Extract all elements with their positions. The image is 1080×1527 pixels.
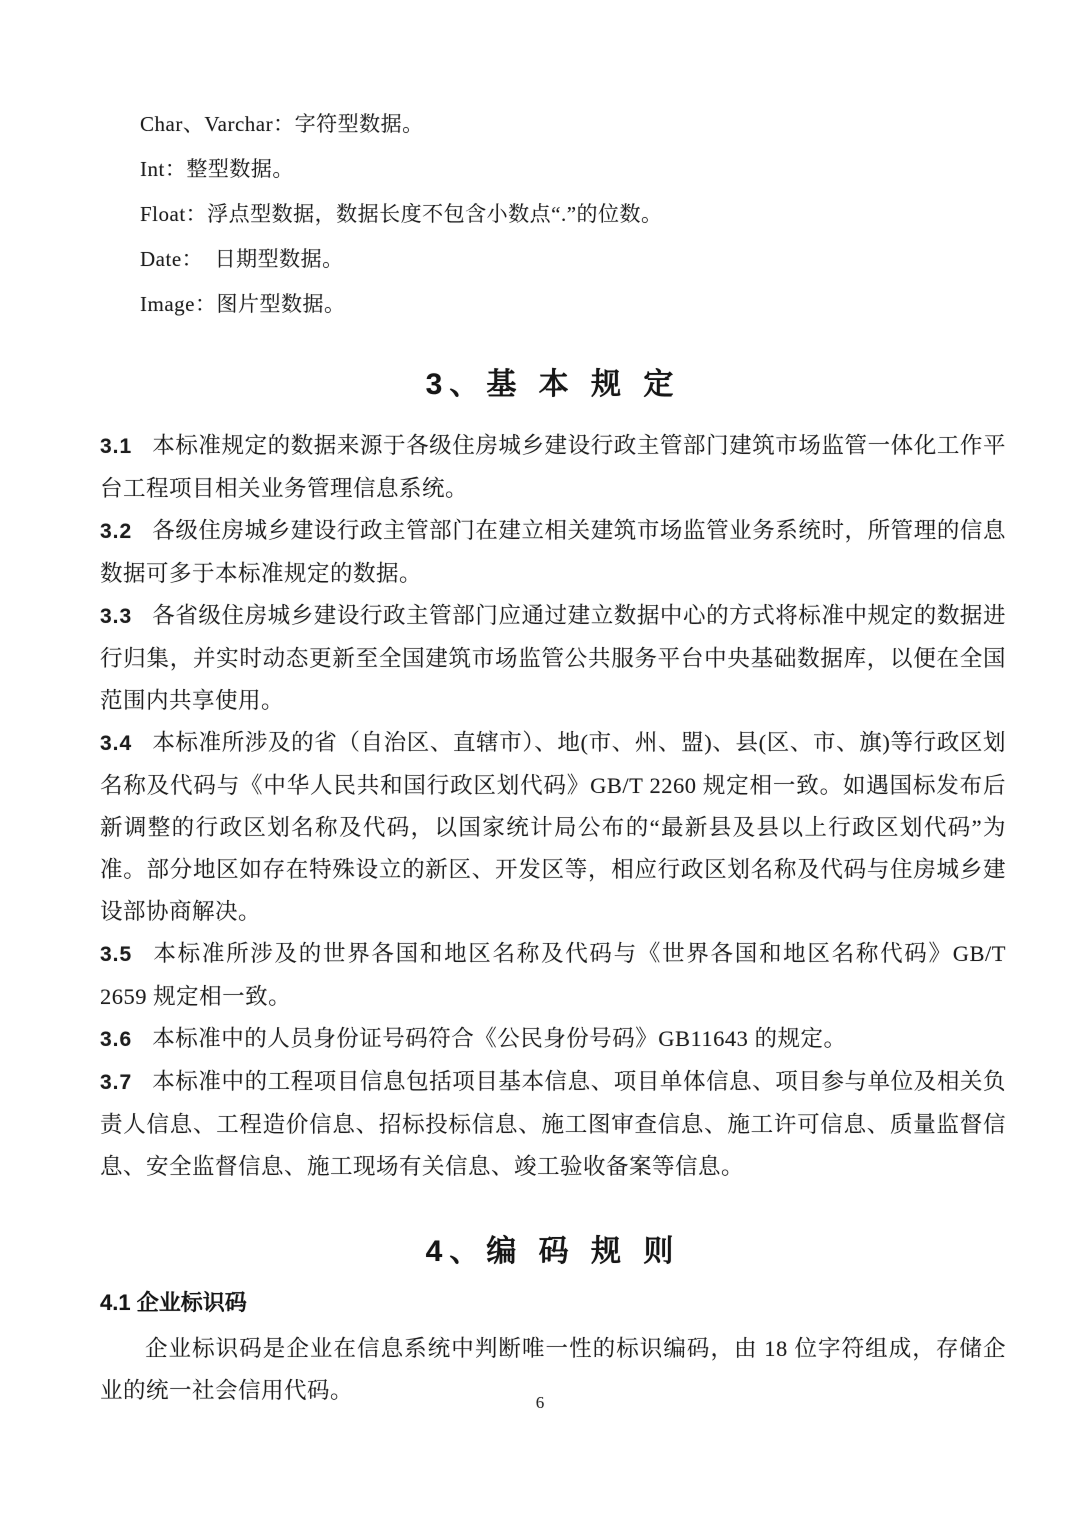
section-3-heading: 3、基 本 规 定	[425, 368, 681, 401]
definition-line-char-varchar: Char、Varchar：字符型数据。	[140, 112, 424, 136]
clause-3-1-text: 本标准规定的数据来源于各级住房城乡建设行政主管部门建筑市场监管一体化工作平台工程项目相关业务管理信息系统。	[100, 433, 1006, 501]
clause-3-7	[100, 1061, 1006, 1188]
clause-3-4-text: 本标准所涉及的省（自治区、直辖市）、地(市、州、盟)、县(区、市、旗)等行政区划名称及代码与《中华人民共和国行政区划代码》GB/T 2260 规定相一致。如遇国标发布后新调整的行政区划名称及代码，以国家统计局公布的“最新县及县以上行政区划代码”为准。部分地区如存在特殊设立的新区、开发区等，相应行政区划名称及代码与住房城乡建设部协商解决。	[100, 730, 1006, 924]
definition-line-date: Date： 日期型数据。	[140, 247, 344, 271]
clause-3-3-text: 各省级住房城乡建设行政主管部门应通过建立数据中心的方式将标准中规定的数据进行归集，并实时动态更新至全国建筑市场监管公共服务平台中央基础数据库，以便在全国范围内共享使用。	[100, 603, 1006, 713]
definition-line-image: Image：图片型数据。	[140, 292, 346, 316]
clause-3-6-number: 3.6	[100, 1028, 133, 1051]
definition-line-int: Int：整型数据。	[140, 157, 294, 181]
clause-3-3-number: 3.3	[100, 605, 133, 628]
clause-3-4	[100, 722, 1006, 933]
data-type-definitions	[140, 0, 1006, 327]
definition-line-float: Float：浮点型数据，数据长度不包含小数点“.”的位数。	[140, 202, 663, 226]
subsection-4-1-paragraph: 企业标识码是企业在信息系统中判断唯一性的标识编码，由 18 位字符组成，存储企业的统一社会信用代码。	[100, 1336, 1006, 1403]
clause-3-6-text: 本标准中的人员身份证号码符合《公民身份号码》GB11643 的规定。	[152, 1026, 847, 1051]
section-3-clauses	[100, 425, 1006, 1188]
clause-3-7-number: 3.7	[100, 1071, 133, 1094]
clause-3-7-text: 本标准中的工程项目信息包括项目基本信息、项目单体信息、项目参与单位及相关负责人信息、工程造价信息、招标投标信息、施工图审查信息、施工许可信息、质量监督信息、安全监督信息、施工现场有关信息、竣工验收备案等信息。	[100, 1069, 1006, 1179]
clause-3-2	[100, 510, 1006, 595]
clause-3-1-number: 3.1	[100, 435, 133, 458]
subsection-4-1-heading: 4.1 企业标识码	[100, 1290, 247, 1315]
clause-3-2-number: 3.2	[100, 520, 133, 543]
clause-3-5-number: 3.5	[100, 943, 133, 966]
page-number: 6	[535, 1393, 545, 1412]
clause-3-4-number: 3.4	[100, 732, 133, 755]
clause-3-6	[100, 1018, 1006, 1061]
clause-3-1	[100, 425, 1006, 510]
clause-3-2-text: 各级住房城乡建设行政主管部门在建立相关建筑市场监管业务系统时，所管理的信息数据可多于本标准规定的数据。	[100, 518, 1006, 586]
clause-3-5	[100, 933, 1006, 1018]
clause-3-3	[100, 595, 1006, 722]
section-4-heading: 4、编 码 规 则	[425, 1235, 681, 1268]
clause-3-5-text: 本标准所涉及的世界各国和地区名称及代码与《世界各国和地区名称代码》GB/T 2659 规定相一致。	[100, 941, 1006, 1009]
